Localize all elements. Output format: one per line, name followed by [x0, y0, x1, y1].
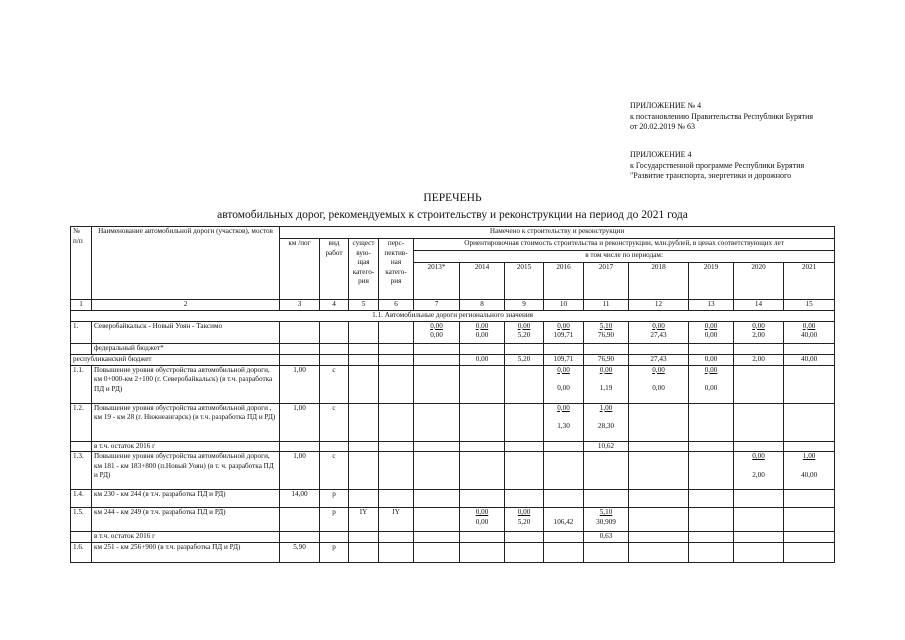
table-row [71, 354, 835, 365]
column-numbers-row [71, 300, 835, 311]
value-cell: 0,00 0,00 [460, 321, 505, 343]
year-cell: 2017 [584, 263, 629, 300]
document-title: ПЕРЕЧЕНЬ [423, 192, 482, 204]
road-name: км 251 - км 256+900 (в т.ч. разработка ПД и РД) [92, 542, 280, 562]
appendix-line: "Развитие транспорта, энергетики и дорожного [630, 171, 792, 180]
table-row [71, 532, 835, 543]
road-name: км 230 - км 244 (в т.ч. разработка ПД и РД) [92, 490, 280, 508]
value-cell: 0,00 0,00 [689, 365, 734, 403]
value-cell: 109,71 [544, 354, 584, 365]
value-cell: 40,00 [784, 354, 835, 365]
col-number: 13 [689, 300, 734, 311]
existing-category-cell: IY [349, 508, 379, 532]
work-type-cell: с [320, 365, 349, 403]
value-cell: 0,00 1,30 [544, 403, 584, 441]
row-number: 1.1. [71, 365, 92, 403]
row-number: 1. [71, 321, 92, 343]
appendix-block-2 [630, 150, 804, 182]
year-cell: 2019 [689, 263, 734, 300]
work-type-cell: с [320, 403, 349, 441]
year-cell: 2016 [544, 263, 584, 300]
row-number: 1.6. [71, 542, 92, 562]
value-cell: 5,20 [505, 354, 544, 365]
appendix-line: от 20.02.2019 № 63 [630, 122, 696, 131]
value-cell: 0,00 2,00 [734, 452, 784, 490]
header-prospective-category: перс- пектив- ная катего- рия [379, 239, 414, 300]
section-row [71, 311, 835, 322]
table-row [71, 365, 835, 403]
value-cell: 0,00 5,20 [505, 321, 544, 343]
remainder-label: в т.ч. остаток 2016 г [92, 441, 280, 452]
value-cell: 0,00 2,00 [734, 321, 784, 343]
work-type-cell: р [320, 542, 349, 562]
col-number: 10 [544, 300, 584, 311]
value-cell: 1,00 40,00 [784, 452, 835, 490]
header-planned: Намечено к строительству и реконструкции [280, 227, 835, 239]
col-number: 3 [280, 300, 320, 311]
table-row [71, 490, 835, 508]
header-cost: Ориентировочная стоимость строительства и реконструкции, млн.рублей, в ценах соответствующих лет [414, 239, 835, 251]
value-cell: 0,00 [460, 354, 505, 365]
col-number: 1 [71, 300, 92, 311]
table-row [71, 321, 835, 343]
work-type-cell: р [320, 508, 349, 532]
row-number: 1.4. [71, 490, 92, 508]
roads-table [70, 226, 835, 563]
value-cell: 5,10 30,909 [584, 508, 629, 532]
year-cell: 2018 [629, 263, 689, 300]
header-road-name: Наименование автомобильной дороги (участков), мостов [92, 227, 280, 300]
value-cell: 0,63 [584, 532, 629, 543]
road-name: Повышение уровня обустройства автомобильной дороги, км 181 - км 183+800 (п.Новый Уоян) (в т. ч. разработка ПД и РД) [92, 452, 280, 490]
road-name: Повышение уровня обустройства автомобильной дороги, км 0+000-км 2+100 (г. Северобайкальск) (в т.ч. разработка ПД и РД) [92, 365, 280, 403]
value-cell: 0,00 0,00 [460, 508, 505, 532]
row-number: 1.3. [71, 452, 92, 490]
col-number: 12 [629, 300, 689, 311]
table-row [71, 403, 835, 441]
col-number: 2 [92, 300, 280, 311]
appendix-title: ПРИЛОЖЕНИЕ 4 [630, 150, 692, 159]
year-cell: 2015 [505, 263, 544, 300]
value-cell: 5,10 76,90 [584, 321, 629, 343]
year-cell: 2014 [460, 263, 505, 300]
year-cell: 2020 [734, 263, 784, 300]
year-cell: 2013* [414, 263, 460, 300]
table-row [71, 542, 835, 562]
km-cell: 1,00 [280, 365, 320, 403]
col-number: 15 [784, 300, 835, 311]
header-existing-category: сущест вую- щая катего- рия [349, 239, 379, 300]
value-cell: 0,00 109,71 [544, 321, 584, 343]
prospective-category-cell: IY [379, 508, 414, 532]
col-number: 7 [414, 300, 460, 311]
col-number: 14 [734, 300, 784, 311]
value-cell: 0,00 0,00 [689, 321, 734, 343]
table-row [71, 452, 835, 490]
table-row [71, 508, 835, 532]
header-no: № п/п [71, 227, 92, 300]
value-cell: 76,90 [584, 354, 629, 365]
appendix-block-1 [630, 101, 813, 133]
value-cell: 0,00 27,43 [629, 321, 689, 343]
value-cell: 0,00 0,00 [414, 321, 460, 343]
work-type-cell: с [320, 452, 349, 490]
km-cell: 1,00 [280, 403, 320, 441]
budget-label: республиканский бюджет [71, 354, 280, 365]
table-row [71, 441, 835, 452]
header-periods: в том числе по периодам: [414, 251, 835, 263]
col-number: 11 [584, 300, 629, 311]
value-cell: 106,42 [544, 508, 584, 532]
road-name: км 244 - км 249 (в т.ч. разработка ПД и РД) [92, 508, 280, 532]
remainder-label: в т.ч. остаток 2016 г [92, 532, 280, 543]
header-work-type: вид работ [320, 239, 349, 300]
header-km: км /пог [280, 239, 320, 300]
value-cell: 2,00 [734, 354, 784, 365]
value-cell: 0,00 1,19 [584, 365, 629, 403]
col-number: 9 [505, 300, 544, 311]
value-cell: 0,00 [689, 354, 734, 365]
header-row [71, 227, 835, 239]
value-cell: 0,00 5,20 [505, 508, 544, 532]
road-name: Северобайкальск - Новый Уоян - Таксимо [92, 321, 280, 343]
col-number: 6 [379, 300, 414, 311]
km-cell: 5,90 [280, 542, 320, 562]
value-cell: 1,00 28,30 [584, 403, 629, 441]
table-row [71, 343, 835, 354]
col-number: 5 [349, 300, 379, 311]
section-title: 1.1. Автомобильные дороги регионального значения [71, 311, 835, 322]
row-number: 1.2. [71, 403, 92, 441]
document-subtitle: автомобильных дорог, рекомендуемых к строительству и реконструкции на период до 2021 года [217, 209, 688, 221]
road-name: Повышение уровня обустройства автомобильной дороги , км 19 - км 28 (г. Нижнеангарск) (в т.ч. разработка ПД и РД) [92, 403, 280, 441]
value-cell: 0,00 0,00 [544, 365, 584, 403]
appendix-line: к постановлению Правительства Республики Бурятия [630, 111, 814, 121]
value-cell: 0,00 40,00 [784, 321, 835, 343]
budget-label: федеральный бюджет* [92, 343, 280, 354]
col-number: 4 [320, 300, 349, 311]
work-type-cell: р [320, 490, 349, 508]
row-number: 1.5. [71, 508, 92, 532]
value-cell: 10,62 [584, 441, 629, 452]
value-cell: 27,43 [629, 354, 689, 365]
col-number: 8 [460, 300, 505, 311]
km-cell: 14,00 [280, 490, 320, 508]
appendix-title: ПРИЛОЖЕНИЕ № 4 [630, 101, 702, 110]
km-cell: 1,00 [280, 452, 320, 490]
value-cell: 0,00 0,00 [629, 365, 689, 403]
appendix-line: к Государственной программе Республики Бурятия [630, 160, 805, 170]
year-cell: 2021 [784, 263, 835, 300]
